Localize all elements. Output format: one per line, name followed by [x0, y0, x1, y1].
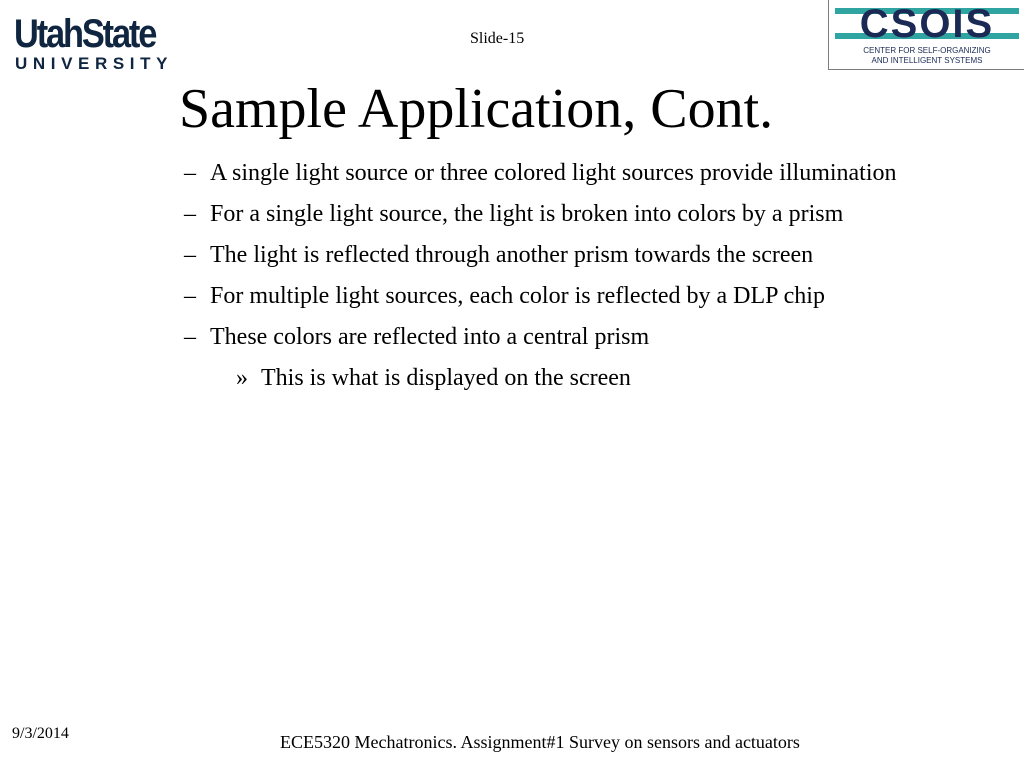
csois-logo-tagline-1: CENTER FOR SELF-ORGANIZING: [863, 46, 991, 55]
bullet-text: For a single light source, the light is broken into colors by a prism: [210, 201, 844, 227]
footer-course-title: ECE5320 Mechatronics. Assignment#1 Survey on sensors and actuators: [280, 732, 800, 752]
csois-logo-tagline-2: AND INTELLIGENT SYSTEMS: [871, 56, 983, 65]
bullet-item: [184, 197, 984, 231]
bullet-text: A single light source or three colored light sources provide illumination: [210, 160, 897, 186]
csois-logo-graphic: [829, 0, 1024, 70]
slide-title: Sample Application, Cont.: [179, 78, 774, 140]
usu-logo: [14, 12, 200, 72]
bullet-marker: –: [184, 242, 196, 268]
bullet-item: [184, 279, 984, 313]
csois-logo-acronym: CSOIS: [859, 2, 995, 46]
bullet-marker: –: [184, 324, 196, 350]
bullet-marker: –: [184, 283, 196, 309]
sub-bullet-text: This is what is displayed on the screen: [261, 365, 631, 391]
usu-logo-wordmark: UtahState: [14, 12, 156, 56]
bullet-marker: –: [184, 160, 196, 186]
bullet-text: The light is reflected through another prism towards the screen: [210, 242, 814, 268]
footer-date: 9/3/2014: [12, 725, 69, 742]
usu-logo-university: UNIVERSITY: [15, 54, 174, 73]
bullet-item: [184, 320, 984, 354]
bullet-text: For multiple light sources, each color is reflected by a DLP chip: [210, 283, 825, 309]
sub-bullet-item: [184, 361, 984, 395]
bullet-text: These colors are reflected into a central prism: [210, 324, 650, 350]
bullet-item: [184, 156, 984, 190]
bullet-item: [184, 238, 984, 272]
slide-number: Slide-15: [470, 30, 525, 47]
bullet-marker: –: [184, 201, 196, 227]
bullet-list: [184, 156, 984, 402]
sub-bullet-marker: »: [236, 365, 248, 391]
csois-logo: [828, 0, 1024, 70]
